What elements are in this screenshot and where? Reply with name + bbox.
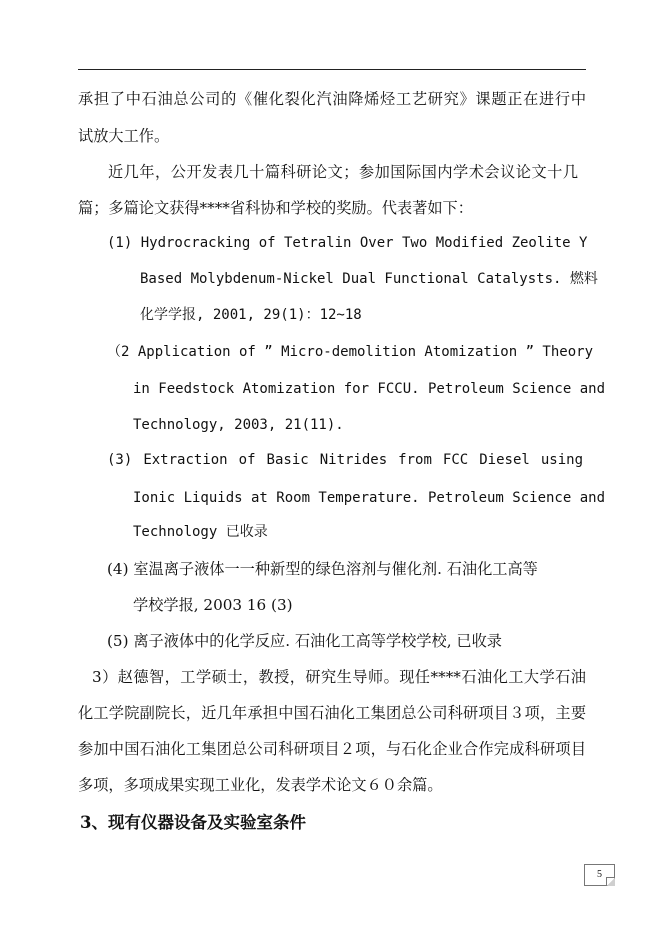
bio-line-2: 化工学院副院长，近几年承担中国石油化工集团总公司科研项目３项，主要 bbox=[78, 704, 586, 722]
reference-3-line-1: (3) Extraction of Basic Nitrides from FCC Diesel using bbox=[107, 452, 583, 468]
paragraph-line-3: 近几年，公开发表几十篇科研论文；参加国际国内学术会议论文十几 bbox=[108, 163, 578, 181]
reference-2-line-2: in Feedstock Atomization for FCCU. Petroleum Science and bbox=[133, 381, 606, 397]
bio-line-3: 参加中国石油化工集团总公司科研项目２项，与石化企业合作完成科研项目 bbox=[78, 740, 586, 758]
reference-1-line-2: Based Molybdenum-Nickel Dual Functional Catalysts. 燃料 bbox=[140, 271, 598, 287]
bio-line-1: 3）赵德智，工学硕士，教授，研究生导师。现任****石油化工大学石油 bbox=[92, 668, 586, 686]
paragraph-line-4: 篇；多篇论文获得****省科协和学校的奖励。代表著如下： bbox=[78, 199, 473, 217]
reference-1-line-3: 化学学报, 2001, 29(1)：12~18 bbox=[140, 307, 362, 323]
reference-2-line-1: （2 Application of ” Micro-demolition Atomization ” Theory bbox=[107, 344, 594, 360]
reference-4-line-2: 学校学报, 2003 16 (3) bbox=[133, 596, 293, 614]
reference-3-line-2: Ionic Liquids at Room Temperature. Petroleum Science and bbox=[133, 490, 606, 506]
page-number-box bbox=[584, 864, 615, 886]
paragraph-line-1: 承担了中石油总公司的《催化裂化汽油降烯烃工艺研究》课题正在进行中 bbox=[78, 90, 586, 108]
reference-5-line-1: (5) 离子液体中的化学反应. 石油化工高等学校学校, 已收录 bbox=[107, 632, 502, 650]
reference-2-line-3: Technology, 2003, 21(11). bbox=[133, 417, 344, 433]
section-heading: 3、现有仪器设备及实验室条件 bbox=[80, 813, 306, 832]
reference-1-line-1: (1) Hydrocracking of Tetralin Over Two Modified Zeolite Y bbox=[107, 235, 588, 251]
bio-line-4: 多项，多项成果实现工业化，发表学术论文６０余篇。 bbox=[78, 776, 443, 794]
reference-4-line-1: (4) 室温离子液体一一种新型的绿色溶剂与催化剂. 石油化工高等 bbox=[107, 560, 538, 578]
reference-3-line-3: Technology 已收录 bbox=[133, 524, 268, 540]
page-number: 5 bbox=[597, 869, 602, 880]
paragraph-line-2: 试放大工作。 bbox=[78, 127, 170, 145]
header-rule bbox=[78, 69, 586, 70]
